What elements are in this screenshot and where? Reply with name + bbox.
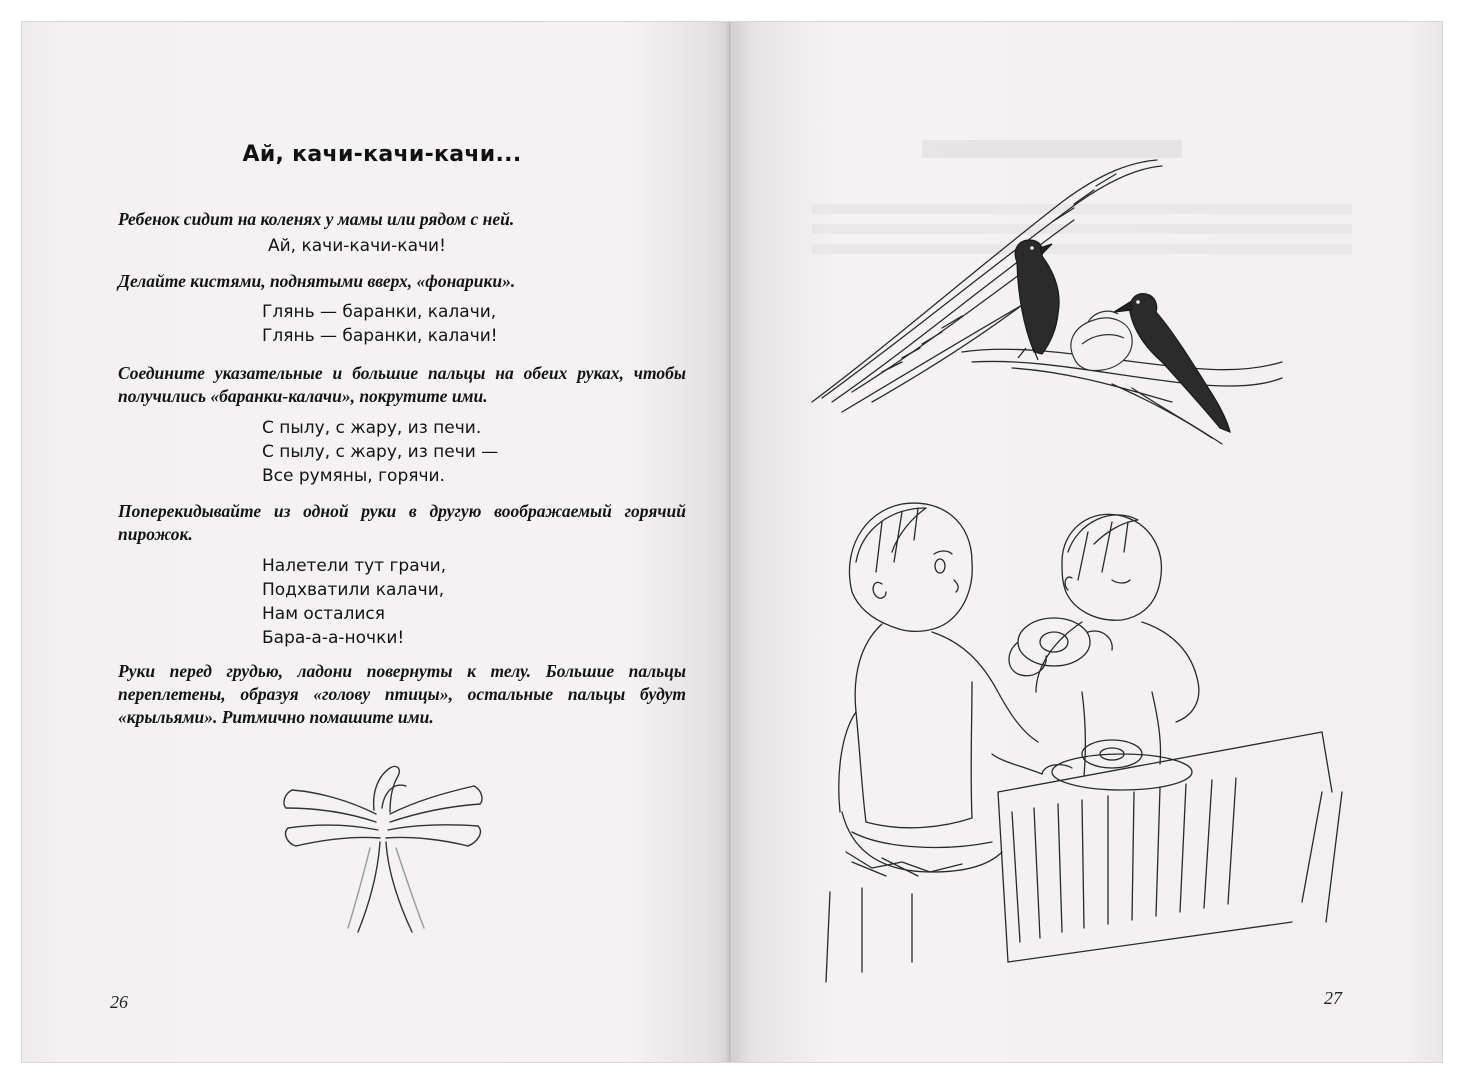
bleed-through-title (922, 140, 1182, 158)
page-number: 27 (1324, 988, 1342, 1008)
verse-block-1 (268, 234, 446, 258)
verse-line: Глянь — баранки, калачи, (262, 302, 497, 322)
instruction-5: Руки перед грудью, ладони повернуты к телу. Большие пальцы переплетены, образуя «голову птицы», остальные пальцы будут «крыльями». Ритмично помашите ими. (118, 661, 686, 727)
verse-line: Глянь — баранки, калачи! (262, 326, 498, 346)
verse-line: С пылу, с жару, из печи. (262, 418, 482, 438)
verse-line: Ай, качи-качи-качи! (268, 236, 446, 256)
instruction-3: Соедините указательные и большие пальцы на обеих руках, чтобы получились «баранки-калачи», покрутите ими. (118, 363, 686, 406)
right-page (732, 22, 1442, 1062)
instruction-2: Делайте кистями, поднятыми вверх, «фонарики». (118, 271, 516, 291)
verse-block-3 (262, 416, 498, 488)
verse-line: Подхватили калачи, (262, 580, 445, 600)
children-with-bagels-illustration (822, 492, 1342, 972)
page-title: Ай, качи-качи-качи... (242, 142, 522, 167)
left-page (22, 22, 730, 1062)
verse-line: Нам осталися (262, 604, 385, 624)
bun (1071, 311, 1132, 370)
crows-on-branch-illustration (812, 162, 1282, 452)
instruction-4: Поперекидывайте из одной руки в другую воображаемый горячий пирожок. (118, 501, 686, 544)
bird-hands-illustration (278, 752, 488, 972)
verse-line: С пылу, с жару, из печи — (262, 442, 499, 462)
verse-line: Налетели тут грачи, (262, 556, 447, 576)
verse-block-4 (262, 554, 446, 650)
instruction-1: Ребенок сидит на коленях у мамы или рядом с ней. (118, 209, 515, 229)
page-number: 26 (110, 992, 128, 1012)
crow-left (1015, 240, 1059, 360)
open-book (22, 22, 1442, 1062)
verse-line: Все румяны, горячи. (262, 466, 445, 486)
verse-block-2 (262, 300, 498, 348)
crow-right (1114, 294, 1230, 432)
verse-line: Бара-а-а-ночки! (262, 628, 405, 648)
